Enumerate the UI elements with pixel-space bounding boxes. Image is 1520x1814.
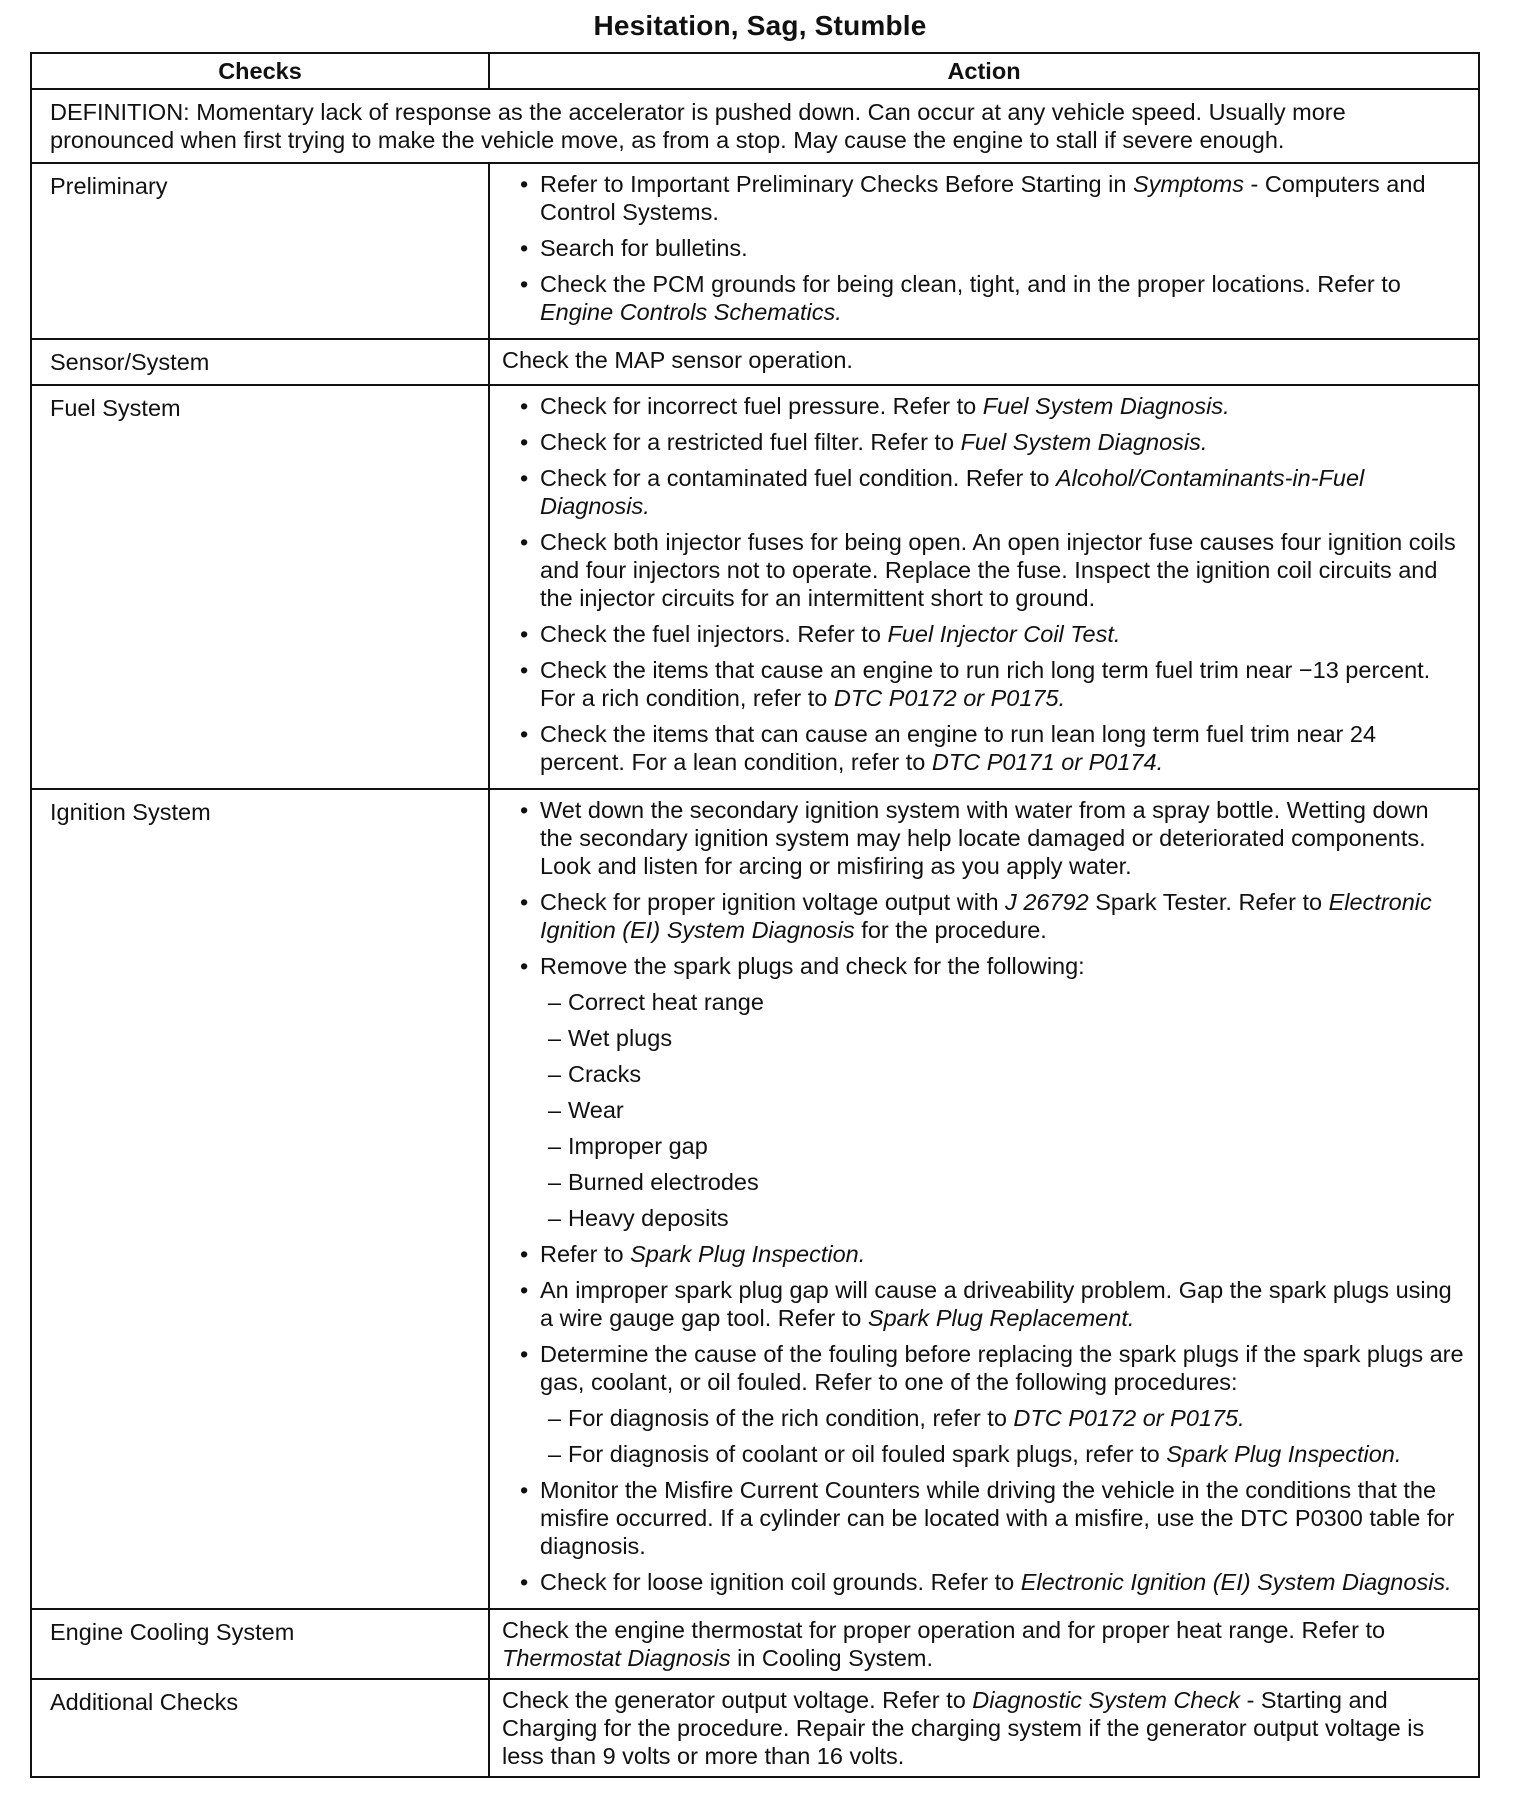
sub-list-item: – Wet plugs	[540, 1024, 1464, 1052]
list-item: • Wet down the secondary ignition system with water from a spray bottle. Wetting down the secondary ignition system may help locate damaged or deteriorated components. Look and listen for arcing or misfiring as you apply water.	[512, 796, 1464, 880]
list-item: • An improper spark plug gap will cause a driveability problem. Gap the spark plugs using a wire gauge gap tool. Refer to Spark Plug Replacement.	[512, 1276, 1464, 1332]
action-engine-cooling-system: Check the engine thermostat for proper operation and for proper heat range. Refer to Thermostat Diagnosis in Cooling System.	[489, 1609, 1479, 1679]
list-item: • Check both injector fuses for being open. An open injector fuse causes four ignition coils and four injectors not to operate. Replace the fuse. Inspect the ignition coil circuits and the injector circuits for an intermittent short to ground.	[512, 528, 1464, 612]
page-title: Hesitation, Sag, Stumble	[593, 10, 927, 41]
sub-list-item: – Wear	[540, 1096, 1464, 1124]
action-ignition-system	[489, 789, 1479, 1609]
checks-header: Checks	[31, 53, 489, 89]
check-preliminary: Preliminary	[31, 163, 489, 339]
list-item: • Check for a contaminated fuel condition. Refer to Alcohol/Contaminants-in-Fuel Diagnosis.	[512, 464, 1464, 520]
definition-text: DEFINITION: Momentary lack of response as the accelerator is pushed down. Can occur at any vehicle speed. Usually more pronounced when first trying to make the vehicle move, as from a stop. May cause the engine to stall if severe enough.	[31, 89, 1479, 163]
list-item: • Check the items that cause an engine to run rich long term fuel trim near −13 percent. For a rich condition, refer to DTC P0172 or P0175.	[512, 656, 1464, 712]
list-item: • Check the PCM grounds for being clean, tight, and in the proper locations. Refer to Engine Controls Schematics.	[512, 270, 1464, 326]
diagnostic-table	[30, 52, 1480, 1778]
check-sensor-system: Sensor/System	[31, 339, 489, 385]
check-additional-checks: Additional Checks	[31, 1679, 489, 1777]
check-engine-cooling-system: Engine Cooling System	[31, 1609, 489, 1679]
sub-list-item: – Correct heat range	[540, 988, 1464, 1016]
list-item: • Check for incorrect fuel pressure. Refer to Fuel System Diagnosis.	[512, 392, 1464, 420]
sub-list-item: – Heavy deposits	[540, 1204, 1464, 1232]
table-row	[31, 385, 1479, 789]
table-row	[31, 339, 1479, 385]
header-row	[31, 53, 1479, 89]
sub-list-item: – Cracks	[540, 1060, 1464, 1088]
action-sensor-system: Check the MAP sensor operation.	[489, 339, 1479, 385]
list-item: • Check for loose ignition coil grounds. Refer to Electronic Ignition (EI) System Diagnosis.	[512, 1568, 1464, 1596]
sub-list-item: – For diagnosis of coolant or oil fouled spark plugs, refer to Spark Plug Inspection.	[540, 1440, 1464, 1468]
sub-list-item: – For diagnosis of the rich condition, refer to DTC P0172 or P0175.	[540, 1404, 1464, 1432]
list-item: • Remove the spark plugs and check for the following: – Correct heat range – Wet plugs – Cracks – Wear – Improper gap – Burned electrodes – Heavy deposits	[512, 952, 1464, 1232]
action-preliminary	[489, 163, 1479, 339]
list-item: • Refer to Spark Plug Inspection.	[512, 1240, 1464, 1268]
check-fuel-system: Fuel System	[31, 385, 489, 789]
table-row	[31, 789, 1479, 1609]
list-item: • Monitor the Misfire Current Counters while driving the vehicle in the conditions that the misfire occurred. If a cylinder can be located with a misfire, use the DTC P0300 table for diagnosis.	[512, 1476, 1464, 1560]
list-item: • Check for a restricted fuel filter. Refer to Fuel System Diagnosis.	[512, 428, 1464, 456]
table-row	[31, 1679, 1479, 1777]
action-header: Action	[489, 53, 1479, 89]
sub-list-item: – Improper gap	[540, 1132, 1464, 1160]
definition-row	[31, 89, 1479, 163]
action-additional-checks: Check the generator output voltage. Refer to Diagnostic System Check - Starting and Charging for the procedure. Repair the charging system if the generator output voltage is less than 9 volts or more than 16 volts.	[489, 1679, 1479, 1777]
list-item: • Determine the cause of the fouling before replacing the spark plugs if the spark plugs are gas, coolant, or oil fouled. Refer to one of the following procedures: – For diagnosis of the rich condition, refer to DTC P0172 or P0175. – For diagnosis of coolant or oil fouled spark plugs, refer to Spark Plug Inspection.	[512, 1340, 1464, 1468]
table-row	[31, 1609, 1479, 1679]
check-ignition-system: Ignition System	[31, 789, 489, 1609]
list-item: • Check the fuel injectors. Refer to Fuel Injector Coil Test.	[512, 620, 1464, 648]
table-row	[31, 163, 1479, 339]
list-item: • Refer to Important Preliminary Checks Before Starting in Symptoms - Computers and Control Systems.	[512, 170, 1464, 226]
sub-list-item: – Burned electrodes	[540, 1168, 1464, 1196]
list-item: • Search for bulletins.	[512, 234, 1464, 262]
list-item: • Check for proper ignition voltage output with J 26792 Spark Tester. Refer to Electronic Ignition (EI) System Diagnosis for the procedure.	[512, 888, 1464, 944]
action-fuel-system	[489, 385, 1479, 789]
list-item: • Check the items that can cause an engine to run lean long term fuel trim near 24 percent. For a lean condition, refer to DTC P0171 or P0174.	[512, 720, 1464, 776]
